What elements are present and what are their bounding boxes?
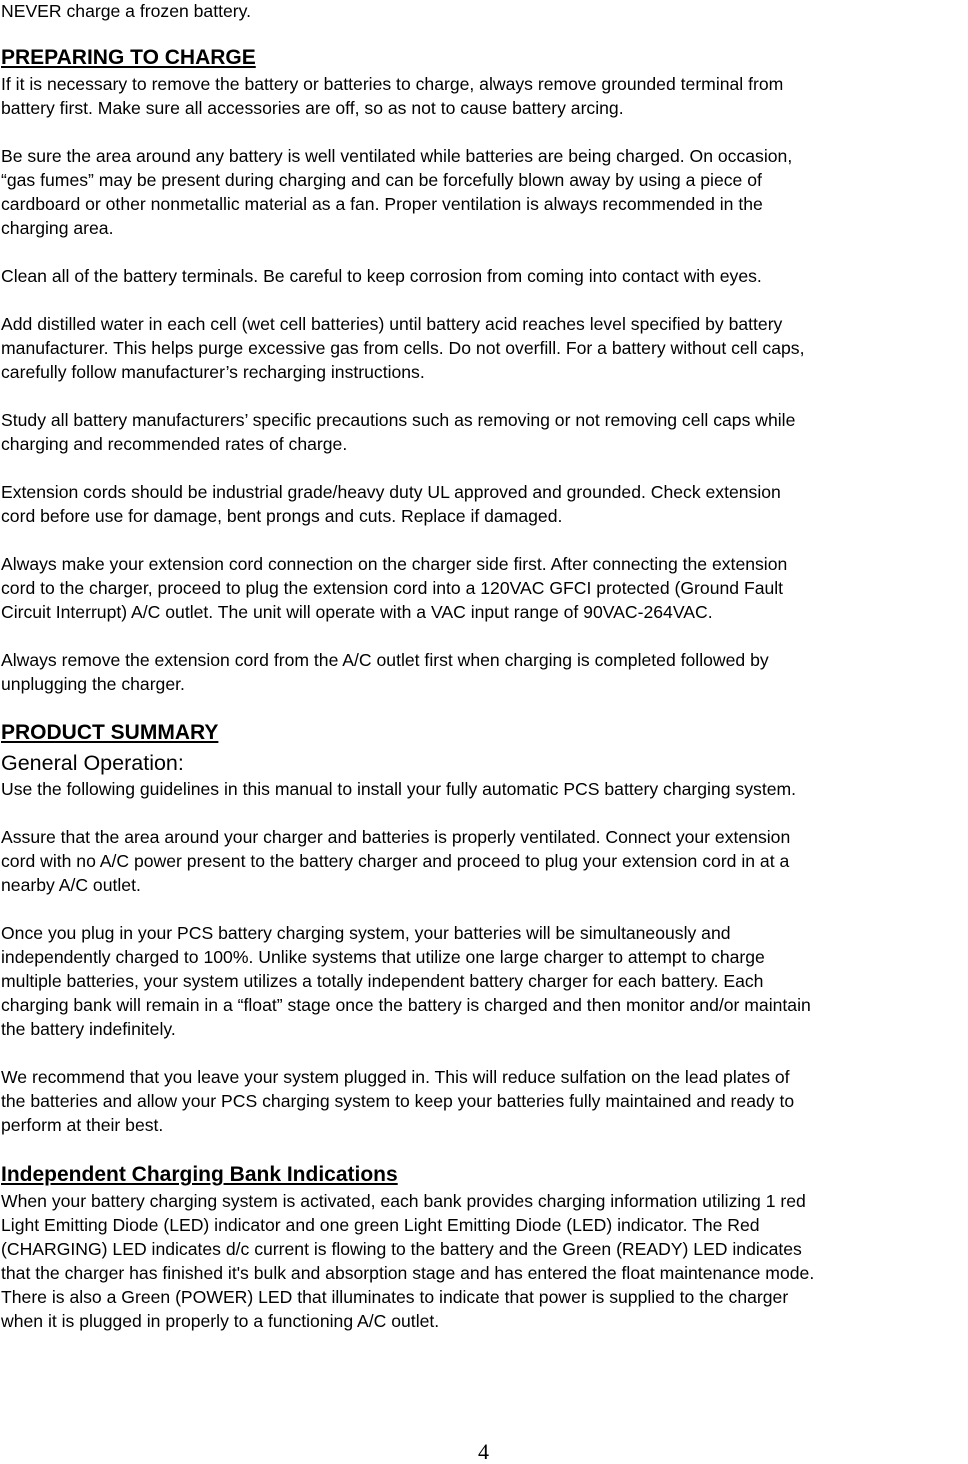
body-line: “gas fumes” may be present during charging and can be forcefully blown away by using a piece of [1, 170, 762, 190]
charging-bank-indications-heading: Independent Charging Bank Indications [1, 1163, 398, 1186]
body-line: manufacturer. This helps purge excessive gas from cells. Do not overfill. For a battery without cell caps, [1, 338, 805, 358]
body-line: the batteries and allow your PCS charging system to keep your batteries fully maintained and ready to [1, 1091, 795, 1111]
body-line: cord to the charger, proceed to plug the extension cord into a 120VAC GFCI protected (Ground Fault [1, 578, 784, 598]
body-line: Study all battery manufacturers’ specific precautions such as removing or not removing cell caps while [1, 410, 796, 430]
body-line: There is also a Green (POWER) LED that illuminates to indicate that power is supplied to the charger [1, 1287, 789, 1307]
body-line: perform at their best. [1, 1115, 164, 1135]
body-line: Extension cords should be industrial grade/heavy duty UL approved and grounded. Check extension [1, 482, 781, 502]
body-line: carefully follow manufacturer’s recharging instructions. [1, 362, 425, 382]
body-line: Always remove the extension cord from the A/C outlet first when charging is completed followed by [1, 650, 769, 670]
body-line: Be sure the area around any battery is well ventilated while batteries are being charged. On occasion, [1, 146, 793, 166]
body-line: Assure that the area around your charger and batteries is properly ventilated. Connect your extension [1, 827, 791, 847]
product-summary-heading: PRODUCT SUMMARY [1, 721, 219, 744]
body-line: When your battery charging system is activated, each bank provides charging information utilizing 1 red [1, 1191, 806, 1211]
body-line: cardboard or other nonmetallic material as a fan. Proper ventilation is always recommended in the [1, 194, 763, 214]
body-line: unplugging the charger. [1, 674, 185, 694]
body-line: independently charged to 100%. Unlike systems that utilize one large charger to attempt to charge [1, 947, 765, 967]
body-line: cord before use for damage, bent prongs and cuts. Replace if damaged. [1, 506, 563, 526]
body-line: If it is necessary to remove the battery or batteries to charge, always remove grounded terminal from [1, 74, 784, 94]
body-line: the battery indefinitely. [1, 1019, 176, 1039]
body-line: multiple batteries, your system utilizes a totally independent battery charger for each battery. Each [1, 971, 764, 991]
body-line: charging area. [1, 218, 114, 238]
body-line: Always make your extension cord connection on the charger side first. After connecting the extension [1, 554, 788, 574]
body-line: Clean all of the battery terminals. Be careful to keep corrosion from coming into contact with eyes. [1, 266, 762, 286]
general-operation-subheading: General Operation: [1, 751, 184, 775]
body-line: that the charger has finished it's bulk and absorption stage and has entered the float maintenance mode. [1, 1263, 815, 1283]
preparing-to-charge-heading: PREPARING TO CHARGE [1, 46, 256, 69]
body-line: Light Emitting Diode (LED) indicator and one green Light Emitting Diode (LED) indicator. The Red [1, 1215, 760, 1235]
body-line: Once you plug in your PCS battery charging system, your batteries will be simultaneously and [1, 923, 731, 943]
body-line: charging bank will remain in a “float” stage once the battery is charged and then monitor and/or maintain [1, 995, 811, 1015]
body-line: battery first. Make sure all accessories are off, so as not to cause battery arcing. [1, 98, 624, 118]
body-line: We recommend that you leave your system plugged in. This will reduce sulfation on the lead plates of [1, 1067, 790, 1087]
body-line: Use the following guidelines in this manual to install your fully automatic PCS battery charging system. [1, 779, 797, 799]
body-line: (CHARGING) LED indicates d/c current is flowing to the battery and the Green (READY) LED indicates [1, 1239, 802, 1259]
page-number: 4 [478, 1439, 489, 1464]
body-line: Add distilled water in each cell (wet cell batteries) until battery acid reaches level specified by battery [1, 314, 783, 334]
body-line: nearby A/C outlet. [1, 875, 141, 895]
frozen-battery-warning: NEVER charge a frozen battery. [1, 1, 252, 21]
body-line: when it is plugged in properly to a functioning A/C outlet. [1, 1311, 440, 1331]
body-line: Circuit Interrupt) A/C outlet. The unit will operate with a VAC input range of 90VAC-264VAC. [1, 602, 713, 622]
body-line: cord with no A/C power present to the battery charger and proceed to plug your extension cord in at a [1, 851, 790, 871]
body-line: charging and recommended rates of charge. [1, 434, 348, 454]
